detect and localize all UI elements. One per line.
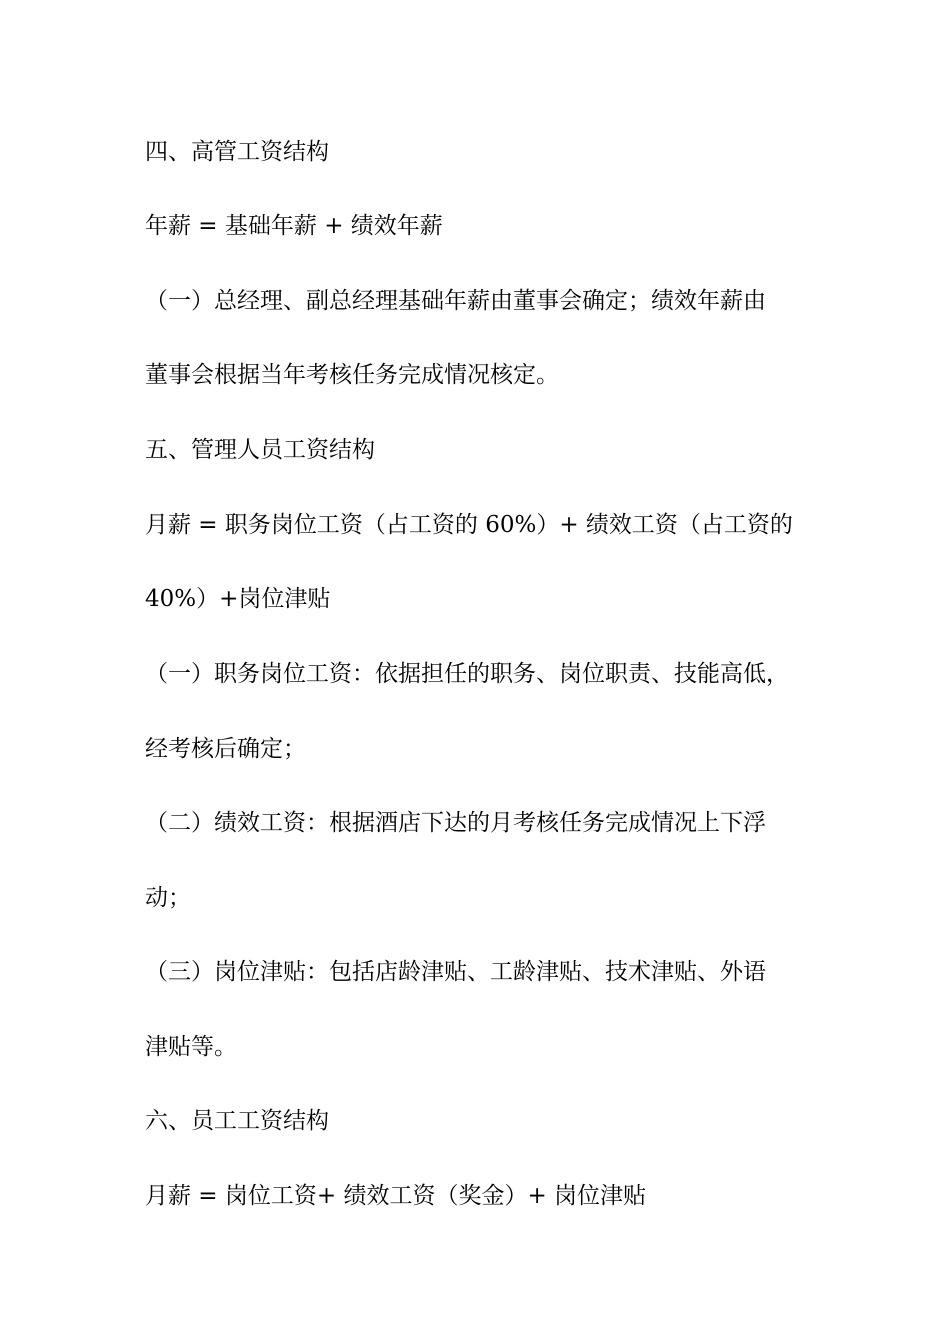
paragraph-line: 40%）+岗位津贴	[145, 586, 331, 612]
formula-staff-monthly-salary: 月薪 = 岗位工资+ 绩效工资（奖金）+ 岗位津贴	[145, 1183, 647, 1209]
paragraph-line: 津贴等。	[145, 1034, 237, 1060]
paragraph-line: 动；	[145, 885, 191, 911]
paragraph-line: （二）绩效工资：根据酒店下达的月考核任务完成情况上下浮	[145, 810, 766, 836]
paragraph-line: 董事会根据当年考核任务完成情况核定。	[145, 362, 559, 388]
section-heading-manager-salary: 五、管理人员工资结构	[145, 437, 375, 463]
formula-annual-salary: 年薪 = 基础年薪 + 绩效年薪	[145, 213, 443, 239]
paragraph-line: 经考核后确定；	[145, 736, 306, 762]
formula-manager-monthly-salary: 月薪 = 职务岗位工资（占工资的 60%）+ 绩效工资（占工资的	[145, 512, 793, 538]
paragraph-line: （三）岗位津贴：包括店龄津贴、工龄津贴、技术津贴、外语	[145, 959, 766, 985]
section-heading-executive-salary: 四、高管工资结构	[145, 139, 329, 165]
section-heading-staff-salary: 六、员工工资结构	[145, 1108, 329, 1134]
paragraph-line: （一）职务岗位工资：依据担任的职务、岗位职责、技能高低，	[145, 661, 789, 687]
paragraph-line: （一）总经理、副总经理基础年薪由董事会确定；绩效年薪由	[145, 288, 766, 314]
